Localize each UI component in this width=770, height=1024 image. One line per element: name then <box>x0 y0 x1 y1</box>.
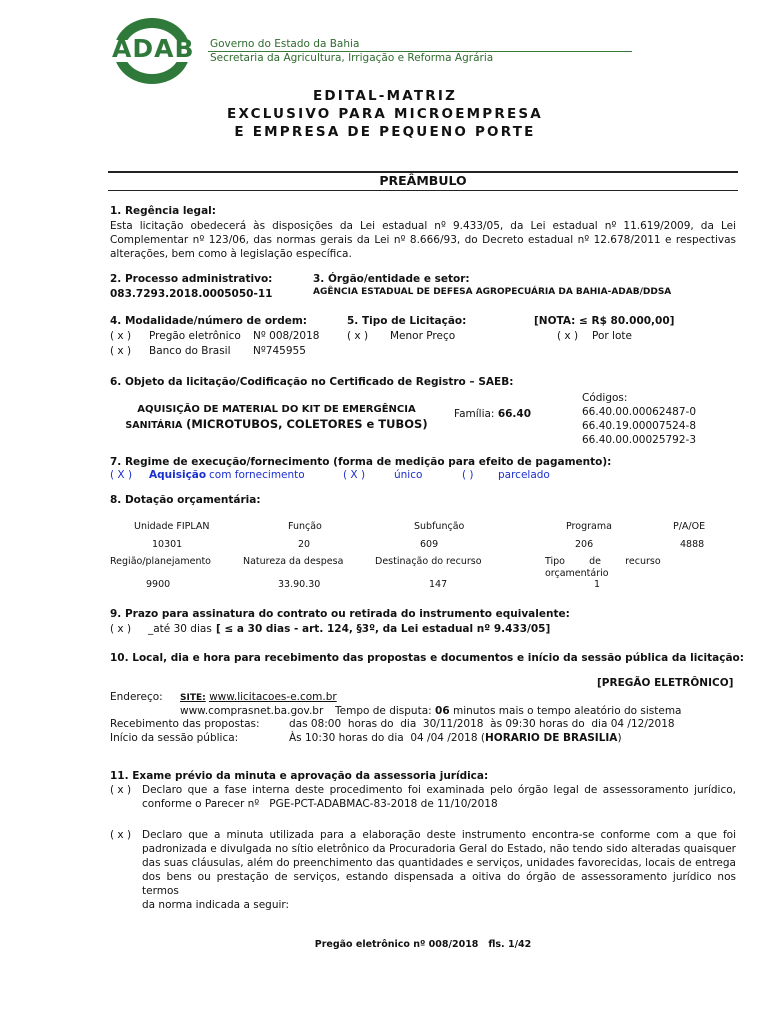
title-line-2: EXCLUSIVO PARA MICROEMPRESA <box>227 106 543 122</box>
tempo-label: Tempo de disputa: <box>335 705 432 717</box>
regime-mark-1[interactable]: ( X ) <box>110 469 133 481</box>
familia-value: 66.40 <box>497 408 532 420</box>
site-line <box>180 690 337 705</box>
section-2-heading: 2. Processo administrativo: <box>110 273 273 285</box>
section-7-heading: 7. Regime de execução/fornecimento (forma de medição para efeito de pagamento): <box>110 456 612 468</box>
modality-mark-1[interactable]: ( x ) <box>110 330 132 342</box>
h-regiao: Região/planejamento <box>110 556 211 567</box>
v-subfuncao: 609 <box>420 539 439 550</box>
exam-p2-line-1: Declaro que a minuta utilizada para a elaboração deste instrumento encontra-se conforme com a que foi <box>142 829 736 841</box>
v-programa: 206 <box>575 539 594 550</box>
government-line: Governo do Estado da Bahia <box>210 38 360 50</box>
v-unidade: 10301 <box>152 539 183 550</box>
title-line-1: EDITAL-MATRIZ <box>312 88 458 104</box>
inicio-close: ) <box>617 732 622 744</box>
type-label: Menor Preço <box>390 330 456 342</box>
v-natureza: 33.90.30 <box>278 579 321 590</box>
inicio-value <box>289 731 622 745</box>
h-subfuncao: Subfunção <box>414 521 465 532</box>
section-9-heading: 9. Prazo para assinatura do contrato ou retirada do instrumento equivalente: <box>110 608 570 620</box>
v-tipo: 1 <box>594 579 601 590</box>
modality-label-2: Banco do Brasil <box>149 345 231 357</box>
modality-number-2: Nº745955 <box>253 345 306 357</box>
inicio-label: Início da sessão pública: <box>110 732 239 744</box>
site-label: SITE: <box>180 693 206 703</box>
regime-com-fornecimento: com fornecimento <box>209 469 305 481</box>
prazo-legal: [ ≤ a 30 dias - art. 124, §3º, da Lei estadual nº 9.433/05] <box>216 623 551 635</box>
section-1-line-3: alterações, bem como à legislação específica. <box>110 248 352 260</box>
section-1-heading: 1. Regência legal: <box>110 205 216 217</box>
prazo-mark[interactable]: ( x ) <box>110 623 132 635</box>
h-orcamentario: orçamentário <box>545 568 609 579</box>
h-tipo: Tipo de recurso <box>545 556 661 567</box>
object-line-1: AQUISIÇÃO DE MATERIAL DO KIT DE EMERGÊNCIA <box>137 404 416 415</box>
h-paoe: P/A/OE <box>673 521 706 532</box>
preambulo-heading: PREÂMBULO <box>379 173 467 188</box>
secretariat-line: Secretaria da Agricultura, Irrigação e Reforma Agrária <box>210 52 494 64</box>
regime-unico: único <box>394 469 423 481</box>
tempo-rest: minutos mais o tempo aleatório do sistema <box>452 705 682 717</box>
section-1-line-1: Esta licitação obedecerá às disposições da Lei estadual nº 9.433/05, da Lei estadual nº 11.619/2009, da Lei <box>110 220 736 232</box>
object-line-2a: SANITÁRIA <box>125 420 183 431</box>
nota-label: Por lote <box>592 330 632 342</box>
regime-mark-3[interactable]: ( ) <box>462 469 474 481</box>
code-1: 66.40.00.00062487-0 <box>582 406 697 418</box>
recebimento-label: Recebimento das propostas: <box>110 718 260 730</box>
site-link[interactable]: www.licitacoes-e.com.br <box>209 691 337 703</box>
h-unidade: Unidade FIPLAN <box>134 521 210 532</box>
page-footer: Pregão eletrônico nº 008/2018 fls. 1/42 <box>314 939 532 950</box>
regime-aquisicao: Aquisição <box>149 469 207 481</box>
regime-parcelado: parcelado <box>498 469 550 481</box>
h-programa: Programa <box>566 521 612 532</box>
agency-name: AGÊNCIA ESTADUAL DE DEFESA AGROPECUÁRIA DA BAHIA-ADAB/DDSA <box>313 287 672 297</box>
modality-number-1: Nº 008/2018 <box>253 330 320 342</box>
exam-paragraph-2 <box>142 828 736 912</box>
exam-mark-2[interactable]: ( x ) <box>110 829 132 841</box>
section-8-heading: 8. Dotação orçamentária: <box>110 494 261 506</box>
title-line-3: E EMPRESA DE PEQUENO PORTE <box>234 124 536 140</box>
tempo-value: 06 <box>435 705 450 717</box>
section-10-heading: 10. Local, dia e hora para recebimento das propostas e documentos e início da sessão pública da licitação: <box>110 652 744 664</box>
recebimento-value: das 08:00 horas do dia 30/11/2018 às 09:30 horas do dia 04 /12/2018 <box>289 718 675 730</box>
logo-wordmark: ADAB <box>112 34 195 63</box>
object-line-2b: (MICROTUBOS, COLETORES e TUBOS) <box>186 417 428 431</box>
modality-label-1: Pregão eletrônico <box>149 330 241 342</box>
familia-label: Família: <box>454 408 495 420</box>
section-1-line-2: Complementar nº 123/06, das normas gerais da Lei nº 8.666/93, do Decreto estadual nº 12.678/2011 e respectivas <box>110 234 736 246</box>
site2-link[interactable]: www.comprasnet.ba.gov.br <box>180 705 324 717</box>
h-destinacao: Destinação do recurso <box>375 556 482 567</box>
codigos-label: Códigos: <box>582 392 628 404</box>
inicio-bold: HORARIO DE BRASILIA <box>484 732 618 744</box>
exam-p2-line-5: da norma indicada a seguir: <box>142 899 290 911</box>
v-destinacao: 147 <box>429 579 448 590</box>
code-3: 66.40.00.00025792-3 <box>582 434 697 446</box>
process-number: 083.7293.2018.0005050-11 <box>110 288 273 300</box>
prazo-text: _até 30 dias <box>148 623 212 635</box>
v-paoe: 4888 <box>680 539 705 550</box>
section-6-heading: 6. Objeto da licitação/Codificação no Certificado de Registro – SAEB: <box>110 376 514 388</box>
section-5-heading: 5. Tipo de Licitação: <box>347 315 467 327</box>
section-11-heading: 11. Exame prévio da minuta e aprovação da assessoria jurídica: <box>110 770 489 782</box>
modality-mark-2[interactable]: ( x ) <box>110 345 132 357</box>
tempo-line <box>335 704 681 718</box>
exam-p2-line-3: das suas cláusulas, além do preenchimento das quantidades e serviços, unidades favorecidas, locais de entrega <box>142 857 736 869</box>
inicio-text: Às 10:30 horas do dia 04 /04 /2018 ( <box>289 732 485 744</box>
section-1-body <box>110 219 736 261</box>
endereco-label: Endereço: <box>110 691 163 703</box>
v-regiao: 9900 <box>146 579 171 590</box>
exam-p1-line-1: Declaro que a fase interna deste procedimento foi examinada pelo órgão legal de assessoramento jurídico, <box>142 784 736 796</box>
nota-heading: [NOTA: ≤ R$ 80.000,00] <box>534 315 675 327</box>
exam-p2-line-2: padronizada e divulgada no sítio eletrônico da Procuradoria Geral do Estado, não tendo sido alteradas quaisquer <box>142 843 736 855</box>
exam-p1-line-2: conforme o Parecer nº PGE-PCT-ADABMAC-83-2018 de 11/10/2018 <box>142 798 498 810</box>
codes-block <box>582 391 696 447</box>
v-funcao: 20 <box>298 539 311 550</box>
exam-mark-1[interactable]: ( x ) <box>110 784 132 796</box>
code-2: 66.40.19.00007524-8 <box>582 420 697 432</box>
regime-mark-2[interactable]: ( X ) <box>343 469 366 481</box>
type-mark[interactable]: ( x ) <box>347 330 369 342</box>
h-natureza: Natureza da despesa <box>243 556 344 567</box>
h-funcao: Função <box>288 521 322 532</box>
exam-paragraph-1 <box>142 783 736 811</box>
section-3-heading: 3. Órgão/entidade e setor: <box>313 273 470 285</box>
preambulo-bottom-rule <box>108 190 738 191</box>
exam-p2-line-4: dos bens ou prestação de serviços, estando dispensada a oitiva do órgão de assessoramento jurídico nos termos <box>142 871 736 897</box>
section-4-heading: 4. Modalidade/número de ordem: <box>110 315 308 327</box>
familia <box>454 408 531 420</box>
object-description <box>110 402 443 433</box>
nota-mark[interactable]: ( x ) <box>557 330 579 342</box>
pregao-eletronico-tag: [PREGÃO ELETRÔNICO] <box>597 677 734 689</box>
